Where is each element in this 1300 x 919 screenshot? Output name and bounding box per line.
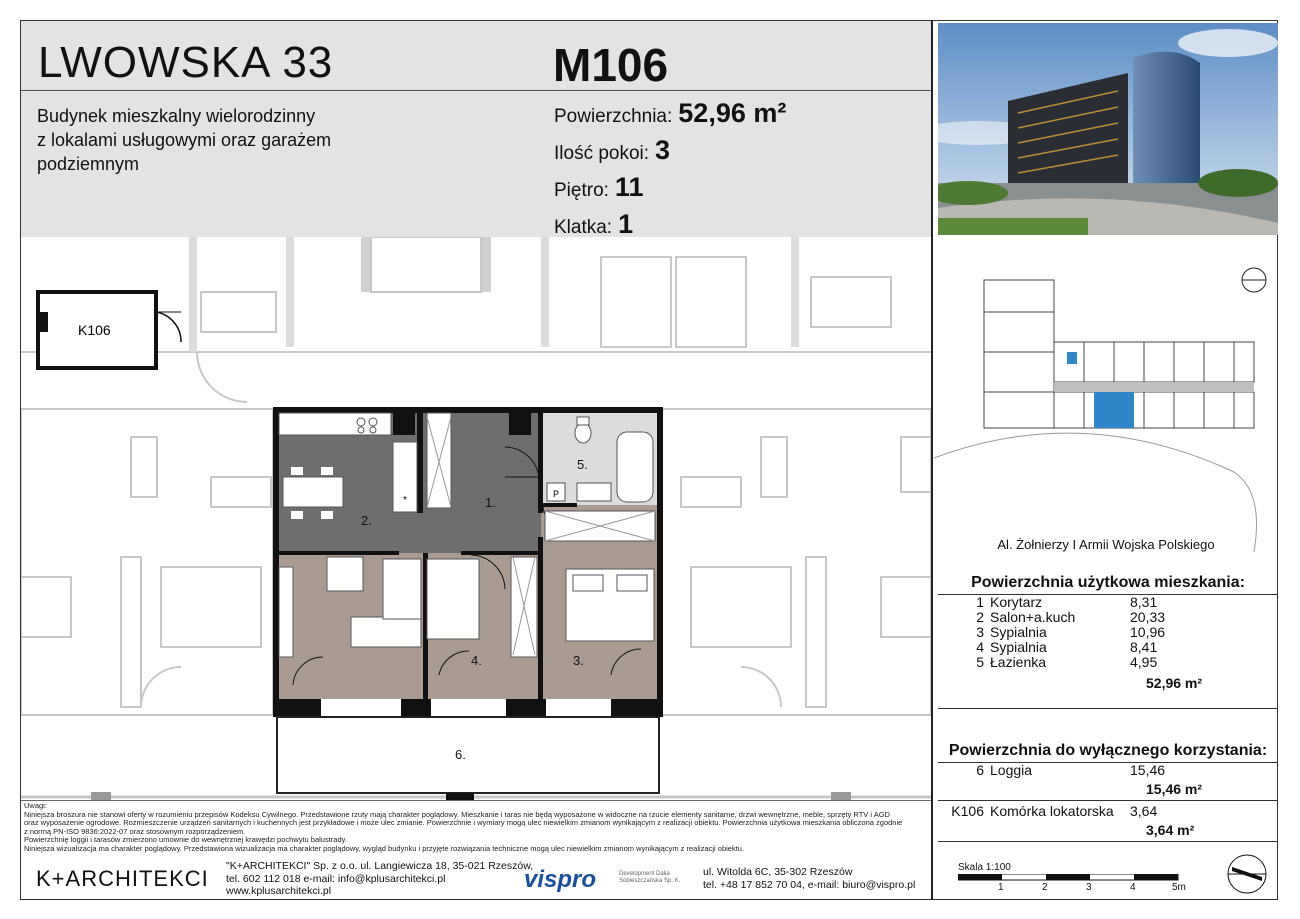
unit-location-highlight: [1094, 392, 1134, 428]
scale-bar: [958, 874, 1198, 882]
exclusive-table-title: Powierzchnia do wyłącznego korzystania:: [938, 742, 1278, 763]
area-total: 52,96 m²: [938, 670, 1278, 709]
developer-contact: ul. Witolda 6C, 35-302 Rzeszów tel. +48 17 852 70 04, e-mail: biuro@vispro.pl: [703, 866, 916, 891]
column-divider: [931, 20, 933, 900]
fact-staircase: Klatka: 1: [554, 209, 634, 239]
storage-room: [38, 292, 181, 368]
north-arrow-icon: [1226, 853, 1268, 895]
fact-floor: Piętro: 11: [554, 172, 644, 202]
scale-label: Skala 1:100: [958, 862, 1011, 873]
room-label-4: 4.: [471, 653, 482, 668]
architect-logo: K+ARCHITEKCI: [36, 866, 209, 891]
table-row: K106 Komórka lokatorska 3,64: [951, 803, 1158, 819]
storage-total: 3,64 m²: [938, 819, 1278, 842]
exclusive-total: 15,46 m²: [938, 778, 1278, 801]
building-visualization: [938, 23, 1278, 235]
apartment-m106: [273, 407, 663, 793]
storage-label: K106: [78, 322, 111, 338]
floor-plan: [21, 237, 931, 800]
exclusive-table: [938, 742, 1278, 842]
unit-facts: [554, 98, 786, 246]
developer-subtitle: Development Dalia Sobieszczańska Sp. K.: [619, 871, 681, 884]
description-line: podziemnym: [37, 154, 140, 174]
building-description: [37, 104, 457, 176]
unit-number: M106: [553, 39, 669, 91]
project-name: LWOWSKA 33: [38, 38, 334, 87]
room-label-2: 2.: [361, 513, 372, 528]
fridge-mark: *: [403, 495, 407, 506]
table-row: 4 Sypialnia 8,41: [976, 639, 1158, 655]
footer-divider: [21, 800, 931, 801]
fact-area: Powierzchnia: 52,96 m²: [554, 98, 787, 128]
description-line: Budynek mieszkalny wielorodzinny: [37, 106, 316, 126]
fact-rooms: Ilość pokoi: 3: [554, 135, 671, 165]
site-plan: [934, 252, 1278, 552]
table-row: 3 Sypialnia 10,96: [976, 624, 1166, 640]
area-table: [938, 574, 1278, 709]
table-row: 1 Korytarz 8,31: [976, 594, 1158, 610]
disclaimer-notes: Uwagi: Niniejsza broszura nie stanowi oferty w rozumieniu przepisów Kodeksu Cywilnego. Przedstawione rzuty mają charakter poglądowy. Mieszkanie i taras nie będą wyposażone w widoczne na rzucie elementy sanitarne, drzwi wewnętrzne, meble, sprzęty RTV i AGD oraz wyposażenie ogrodowe. Rozmieszczenie urządzeń sanitarnych i kuchennych jest przykładowe i może ulec zmianie. Powierzchnie i wymiary mogą ulec niewielkim zmianom wynikającym z realizacji obiektu. Powierzchnia użytkowa mieszkania obliczona zgodnie z normą PN-ISO 9836:2022-07 oraz stosownym rozporządzeniem. Powierzchnię loggii i tarasów zmierzono umownie do wewnętrznej krawędzi pochwytu balustrady. Niniejsza wizualizacja ma charakter poglądowy. Przedstawiona wizualizacja ma charakter poglądowy, wygląd budynku i przyjęte rozwiązania techniczne mogą ulec niewielkim zmianom wynikającym z realizacji obiektu.: [24, 801, 903, 853]
room-label-1: 1.: [485, 495, 496, 510]
room-label-5: 5.: [577, 457, 588, 472]
area-table-title: Powierzchnia użytkowa mieszkania:: [938, 574, 1278, 595]
table-row: 5 Łazienka 4,95: [976, 654, 1158, 670]
description-line: z lokalami usługowymi oraz garażem: [37, 130, 332, 150]
developer-logo: vispro: [524, 866, 597, 893]
table-row: 6 Loggia 15,46: [976, 762, 1166, 778]
washer-mark: P: [552, 489, 560, 499]
room-label-6: 6.: [455, 747, 466, 762]
street-name: Al. Żołnierzy I Armii Wojska Polskiego: [997, 537, 1215, 552]
table-row: 2 Salon+a.kuch 20,33: [976, 609, 1166, 625]
room-label-3: 3.: [573, 653, 584, 668]
architect-contact: "K+ARCHITEKCI" Sp. z o.o. ul. Langiewicza 18, 35-021 Rzeszów, tel. 602 112 018 e-mail: info@kplusarchitekci.pl www.kplusarchitekci.pl: [226, 860, 534, 897]
header-divider: [21, 90, 931, 91]
